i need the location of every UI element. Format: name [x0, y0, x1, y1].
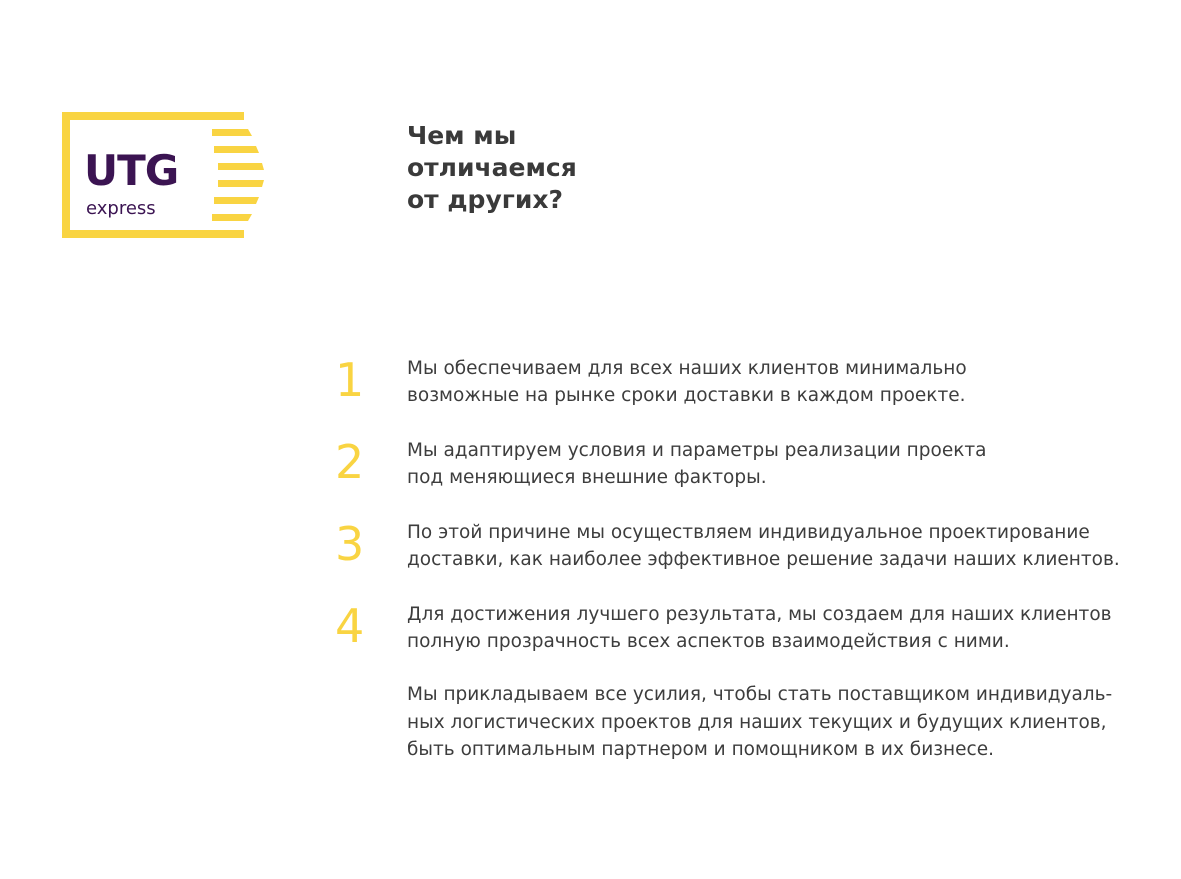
list-item [335, 600, 1115, 682]
advantages-list [335, 353, 1120, 682]
item-number: 1 [335, 353, 365, 407]
list-item [335, 436, 1115, 518]
list-item [335, 517, 1120, 600]
item-number: 3 [335, 517, 365, 571]
item-text: Мы обеспечиваем для всех наших клиентов минимально возможные на рынке сроки доставки в каждом проекте. [407, 358, 967, 406]
logo-subtitle: express [86, 198, 156, 219]
page-title: Чем мы отличаемся от других? [407, 121, 577, 214]
logo-wordmark: UTG [84, 146, 179, 195]
item-text: По этой причине мы осуществляем индивидуальное проектирование доставки, как наиболее эффективное решение задачи наших клиентов. [407, 522, 1120, 570]
closing-paragraph: Мы прикладываем все усилия, чтобы стать поставщиком индивидуаль- ных логистических проектов для наших текущих и будущих клиентов, быть оптимальным партнером и помощником в их бизнесе. [407, 684, 1113, 760]
item-text: Мы адаптируем условия и параметры реализации проекта под меняющиеся внешние факторы. [407, 440, 987, 488]
item-text: Для достижения лучшего результата, мы создаем для наших клиентов полную прозрачность всех аспектов взаимодействия с ними. [407, 604, 1112, 652]
list-item [335, 354, 1115, 436]
item-number: 2 [335, 435, 365, 489]
company-logo [62, 112, 266, 238]
item-number: 4 [335, 599, 365, 653]
